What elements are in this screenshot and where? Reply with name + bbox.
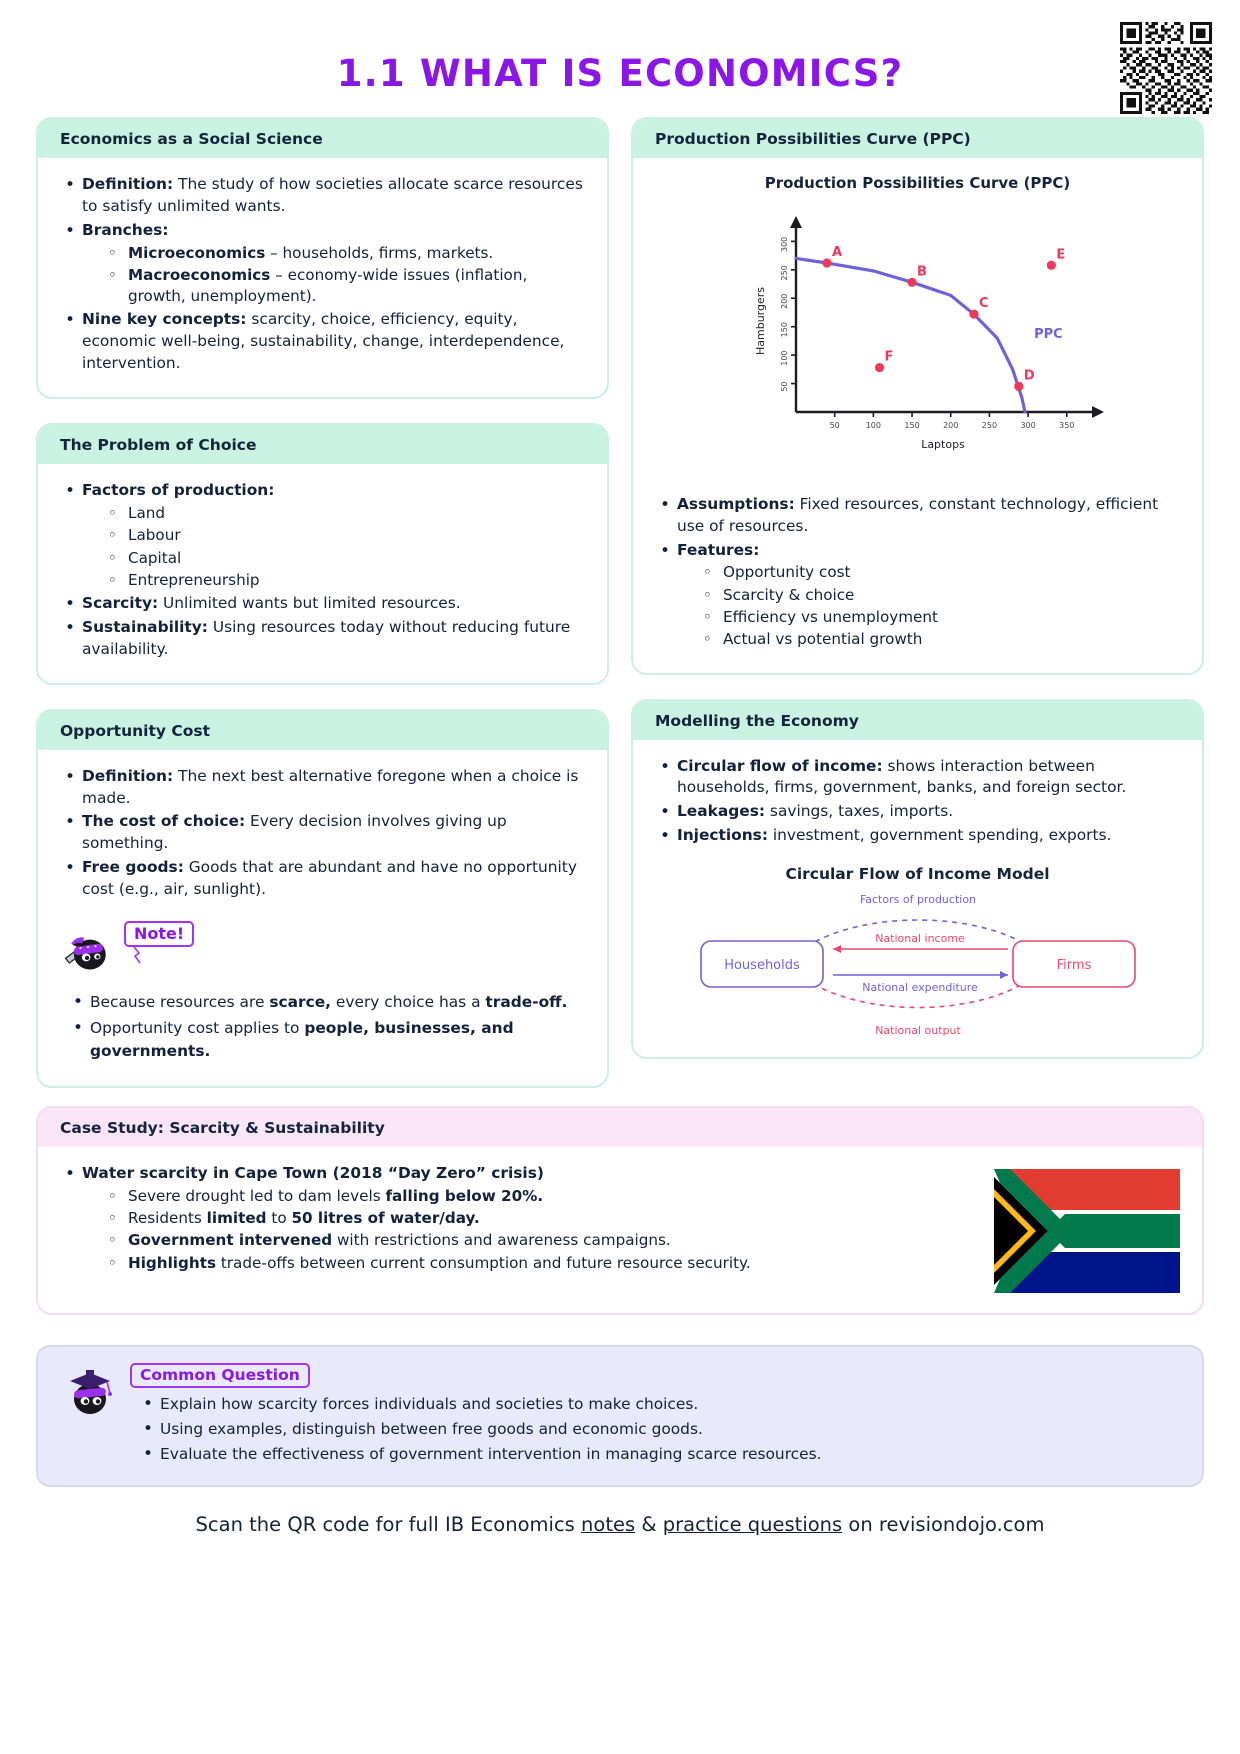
- item-text: The next best alternative foregone when a choice is made.: [82, 766, 579, 807]
- item-label: Circular flow of income:: [677, 756, 883, 775]
- case-bold: Highlights: [128, 1253, 216, 1272]
- list-item: ◦ Entrepreneurship: [108, 570, 585, 591]
- item-text: Goods that are abundant and have no opportunity cost (e.g., air, sunlight).: [82, 858, 577, 899]
- footer-link-notes[interactable]: notes: [581, 1512, 636, 1536]
- item-label: Definition:: [82, 766, 174, 785]
- flow-label-expenditure: National expenditure: [861, 981, 978, 995]
- right-column: [631, 117, 1204, 1088]
- case-lead: Water scarcity in Cape Town (2018 “Day Zero” crisis): [82, 1163, 544, 1182]
- chart-title: [655, 174, 1180, 194]
- svg-text:300: 300: [779, 236, 789, 252]
- list-item: [60, 309, 585, 375]
- list-item: ◦ Opportunity cost: [703, 562, 1180, 583]
- svg-text:200: 200: [779, 293, 789, 309]
- list-item: ◦ Land: [108, 503, 585, 524]
- svg-text:E: E: [1055, 247, 1065, 263]
- card-problem-of-choice: [36, 423, 609, 685]
- list-item: [108, 1253, 978, 1274]
- svg-text:D: D: [1023, 368, 1035, 384]
- card-economics-social-science: [36, 117, 609, 399]
- circular-flow-diagram: [655, 887, 1180, 1037]
- card-heading: Opportunity Cost: [38, 711, 607, 750]
- item-label: Microeconomics: [128, 243, 266, 262]
- case-text: to: [266, 1209, 292, 1228]
- chart-title-text: Production Possibilities Curve (PPC): [764, 174, 1071, 192]
- card-case-study: [36, 1106, 1204, 1315]
- item-text: Fixed resources, constant technology, efficient use of resources.: [677, 494, 1159, 535]
- item-label: Features:: [677, 540, 760, 559]
- svg-text:150: 150: [779, 321, 789, 338]
- list-item: ◦ Capital: [108, 548, 585, 569]
- item-label: Sustainability:: [82, 617, 208, 636]
- card-opportunity-cost: [36, 709, 609, 1088]
- list-item: [108, 265, 585, 308]
- card-body: [633, 158, 1202, 673]
- node-label-firms: Firms: [1056, 958, 1091, 974]
- note-list: [60, 991, 585, 1062]
- circular-flow-svg: [683, 887, 1153, 1037]
- case-text: with restrictions and awareness campaigns.: [332, 1231, 671, 1250]
- ninja-mascot-icon: [60, 921, 116, 977]
- svg-text:Hamburgers: Hamburgers: [753, 286, 767, 355]
- list-item: ◦ Efficiency vs unemployment: [703, 607, 1180, 628]
- item-label: Free goods:: [82, 858, 184, 877]
- case-bold: falling below 20%.: [385, 1186, 544, 1205]
- list-item: ◦ Labour: [108, 525, 585, 546]
- node-label-households: Households: [723, 958, 800, 974]
- item-text: scarcity, choice, efficiency, equity, economic well-being, sustainability, change, interdependence, intervention.: [82, 310, 565, 373]
- list-item: [60, 174, 585, 218]
- card-body: [38, 464, 607, 683]
- svg-text:350: 350: [1058, 420, 1074, 430]
- list-item: [60, 617, 585, 661]
- case-bold: limited: [206, 1209, 267, 1228]
- svg-text:200: 200: [942, 420, 958, 430]
- list-item: [60, 811, 585, 855]
- svg-text:B: B: [916, 264, 927, 280]
- note-badge: Note!: [124, 921, 194, 947]
- common-question-section: [0, 1315, 1240, 1487]
- item-text: – economy-wide issues (inflation, growth, unemployment).: [128, 265, 528, 306]
- svg-text:50: 50: [829, 420, 840, 430]
- item-label: Scarcity:: [82, 594, 159, 613]
- list-item: [60, 593, 585, 615]
- item-label: The cost of choice:: [82, 812, 246, 831]
- list-item: • Explain how scarcity forces individuals and societies to make choices.: [138, 1392, 1180, 1417]
- list-item: [108, 1230, 978, 1251]
- note-callout: [60, 921, 585, 977]
- item-label: Assumptions:: [677, 494, 795, 513]
- footer-text: [0, 1487, 1240, 1536]
- card-ppc: [631, 117, 1204, 675]
- speech-tail-icon: [130, 947, 150, 965]
- card-heading: Economics as a Social Science: [38, 119, 607, 158]
- item-text: savings, taxes, imports.: [765, 802, 954, 821]
- svg-text:150: 150: [903, 420, 920, 430]
- footer-mid: &: [635, 1512, 663, 1536]
- card-heading: Case Study: Scarcity & Sustainability: [38, 1108, 1202, 1147]
- note-bold: trade-off.: [485, 992, 568, 1011]
- card-heading: The Problem of Choice: [38, 425, 607, 464]
- ppc-chart: [655, 200, 1180, 480]
- case-text: Residents: [128, 1209, 207, 1228]
- item-text: shows interaction between households, firms, government, banks, and foreign sector.: [677, 756, 1127, 797]
- note-text: Opportunity cost applies to: [90, 1019, 305, 1038]
- list-item: [655, 801, 1180, 823]
- note-bold: people, businesses, and governments.: [90, 1019, 514, 1060]
- ninja-graduate-mascot-icon: [60, 1365, 120, 1419]
- item-label: Definition:: [82, 175, 174, 193]
- list-item: [108, 243, 585, 264]
- svg-text:100: 100: [779, 350, 789, 366]
- flow-label-output: National output: [874, 1024, 961, 1038]
- item-text: The study of how societies allocate scarce resources to satisfy unlimited wants.: [82, 175, 583, 215]
- list-item: [655, 494, 1180, 538]
- list-item: [655, 825, 1180, 847]
- list-item: [68, 991, 585, 1013]
- common-question-list: [138, 1392, 1180, 1467]
- page-title: 1.1 WHAT IS ECONOMICS?: [336, 52, 904, 95]
- case-study-section: [0, 1088, 1240, 1315]
- svg-text:50: 50: [779, 381, 789, 392]
- item-label: Nine key concepts:: [82, 310, 247, 329]
- case-text: trade-offs between current consumption and future resource security.: [216, 1253, 751, 1272]
- flow-label-income: National income: [874, 932, 965, 946]
- svg-text:250: 250: [981, 420, 997, 430]
- ppc-chart-svg: [718, 204, 1118, 474]
- case-bold: 50 litres of water/day.: [291, 1209, 480, 1228]
- svg-text:100: 100: [865, 420, 881, 430]
- case-bold: Government intervened: [128, 1231, 333, 1250]
- item-label: Macroeconomics: [128, 265, 271, 284]
- footer-post: on revisiondojo.com: [842, 1512, 1045, 1536]
- svg-text:250: 250: [779, 264, 789, 281]
- note-text: Because resources are: [90, 992, 270, 1011]
- item-label: Branches:: [82, 220, 169, 239]
- note-bold: scarce,: [269, 992, 331, 1011]
- list-item: [655, 540, 1180, 651]
- item-text: Every decision involves giving up something.: [82, 812, 507, 853]
- list-item: [60, 766, 585, 810]
- svg-text:C: C: [978, 295, 988, 311]
- footer-link-practice[interactable]: practice questions: [662, 1512, 843, 1536]
- list-item: ◦ Scarcity & choice: [703, 585, 1180, 606]
- list-item: [60, 1163, 978, 1274]
- svg-text:PPC: PPC: [1033, 326, 1063, 342]
- item-text: investment, government spending, exports.: [768, 826, 1112, 845]
- svg-text:A: A: [831, 244, 842, 260]
- card-heading: Production Possibilities Curve (PPC): [633, 119, 1202, 158]
- case-text: Severe drought led to dam levels: [128, 1186, 386, 1205]
- svg-text:300: 300: [1019, 420, 1036, 430]
- note-text: every choice has a: [331, 992, 486, 1011]
- common-question-badge: Common Question: [130, 1363, 310, 1388]
- list-item: [60, 480, 585, 591]
- list-item: [60, 857, 585, 901]
- list-item: [108, 1186, 978, 1207]
- svg-text:F: F: [884, 349, 893, 365]
- common-question-box: [36, 1345, 1204, 1487]
- svg-text:Laptops: Laptops: [920, 437, 965, 451]
- item-label: Injections:: [677, 826, 768, 845]
- card-body: [38, 750, 607, 1086]
- card-heading: Modelling the Economy: [633, 701, 1202, 740]
- list-item: [655, 756, 1180, 800]
- list-item: • Using examples, distinguish between free goods and economic goods.: [138, 1417, 1180, 1442]
- item-label: Leakages:: [677, 802, 766, 821]
- qr-code-icon[interactable]: [1120, 22, 1212, 114]
- footer-pre: Scan the QR code for full IB Economics: [195, 1512, 582, 1536]
- item-text: Using resources today without reducing future availability.: [82, 617, 571, 658]
- item-text: Unlimited wants but limited resources.: [158, 594, 461, 613]
- card-body: [633, 740, 1202, 1058]
- list-item: ◦ Actual vs potential growth: [703, 629, 1180, 650]
- card-body: [38, 1147, 1202, 1313]
- card-body: [38, 158, 607, 397]
- card-modelling-economy: [631, 699, 1204, 1060]
- content-columns: [0, 95, 1240, 1088]
- circular-flow-title: Circular Flow of Income Model: [785, 865, 1050, 884]
- south-africa-flag-icon: [994, 1169, 1180, 1293]
- list-item: • Evaluate the effectiveness of government intervention in managing scarce resources.: [138, 1442, 1180, 1467]
- list-item: [68, 1017, 585, 1062]
- list-item: [60, 220, 585, 308]
- flow-label-factors: Factors of production: [859, 893, 976, 907]
- list-item: [108, 1208, 978, 1229]
- item-label: Factors of production:: [82, 481, 275, 500]
- item-text: – households, firms, markets.: [265, 243, 494, 262]
- left-column: [36, 117, 609, 1088]
